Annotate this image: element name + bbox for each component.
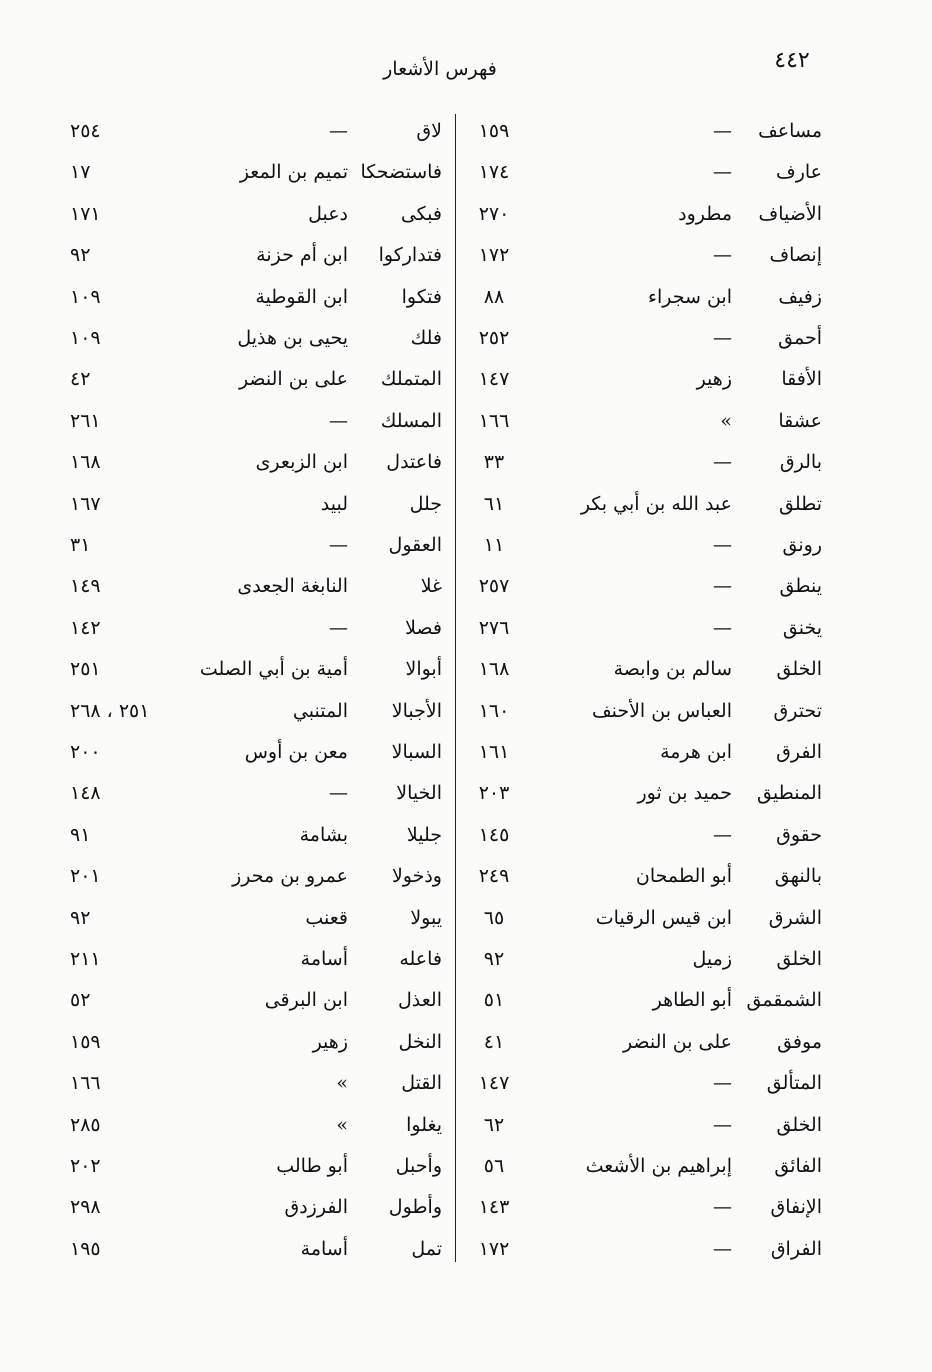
poet-name: — xyxy=(713,1196,732,1219)
index-row xyxy=(0,317,932,359)
index-row xyxy=(0,441,932,483)
page-ref: ١٧٤ xyxy=(478,161,510,184)
rhyme-word: عشقا xyxy=(778,409,822,432)
poet-name: إبراهيم بن الأشعث xyxy=(585,1155,732,1177)
page-ref: ١٠٩ xyxy=(70,327,101,349)
rhyme-word: إنصاف xyxy=(769,244,822,267)
rhyme-word: العقول xyxy=(388,534,442,556)
poet-name: بشامة xyxy=(299,823,348,846)
index-row xyxy=(0,1104,932,1146)
poet-name: مطرود xyxy=(678,202,732,225)
page-ref: ٢٥١ ، ٢٦٨ xyxy=(70,699,150,722)
poet-name: على بن النضر xyxy=(622,1030,732,1053)
rhyme-word: النخل xyxy=(398,1030,442,1053)
poet-name: — xyxy=(713,244,732,267)
poet-name: — xyxy=(713,575,732,598)
rhyme-word: فصلا xyxy=(405,616,442,639)
rhyme-word: حقوق xyxy=(776,823,822,846)
rhyme-word: أبوالا xyxy=(405,658,442,681)
page-ref: ٥١ xyxy=(483,989,505,1012)
rhyme-word: مساعف xyxy=(758,120,822,142)
poet-name: ابن الزبعرى xyxy=(255,451,348,474)
poet-name: زهير xyxy=(312,1030,348,1053)
page-ref: ٢٤٩ xyxy=(478,865,510,888)
rhyme-word: لاق xyxy=(416,120,442,142)
page-title: فهرس الأشعار xyxy=(383,58,497,80)
poet-name: سالم بن وابصة xyxy=(613,658,732,681)
page-ref: ٣١ xyxy=(70,534,91,556)
page-ref: ٩٢ xyxy=(70,906,91,929)
poet-name: ابن قيس الرقيات xyxy=(595,906,732,929)
rhyme-word: غلا xyxy=(420,575,442,598)
index-row xyxy=(0,565,932,607)
index-row xyxy=(0,979,932,1021)
poet-name: زهير xyxy=(696,368,732,391)
page-ref: ٥٢ xyxy=(70,989,91,1012)
rhyme-word: العذل xyxy=(397,989,442,1012)
page-ref: ١٥٩ xyxy=(478,120,510,142)
poet-name: تميم بن المعز xyxy=(239,161,348,184)
index-row xyxy=(0,483,932,525)
page-ref: ٢٦١ xyxy=(70,409,101,432)
page-ref: ١٤٧ xyxy=(478,1072,510,1095)
index-row xyxy=(0,1186,932,1228)
page-ref: ١٤٥ xyxy=(478,823,510,846)
poet-name: العباس بن الأحنف xyxy=(591,699,732,722)
rhyme-word: جليلا xyxy=(406,823,442,846)
index-row xyxy=(0,1021,932,1063)
poet-name: — xyxy=(713,451,732,474)
rhyme-word: يغلوا xyxy=(406,1113,442,1136)
index-row xyxy=(0,193,932,235)
rhyme-word: تطلق xyxy=(778,492,822,515)
rhyme-word: رونق xyxy=(782,534,822,556)
rhyme-word: زفيف xyxy=(778,285,822,308)
poet-name: — xyxy=(329,616,348,639)
rhyme-word: الفائق xyxy=(774,1155,822,1177)
rhyme-word: الخلق xyxy=(776,1113,822,1136)
page-ref: ٢٥٢ xyxy=(478,327,510,349)
index-row xyxy=(0,358,932,400)
poet-name: ابن البرقى xyxy=(264,989,348,1012)
rhyme-word: القتل xyxy=(401,1072,442,1095)
poet-name: أسامة xyxy=(300,948,348,970)
index-row xyxy=(0,234,932,276)
rhyme-word: الأضياف xyxy=(758,202,822,225)
page-ref: ٢٥٤ xyxy=(70,120,101,142)
index-row xyxy=(0,1062,932,1104)
page-ref: ١٦٨ xyxy=(478,658,510,681)
rhyme-word: بالرق xyxy=(779,451,822,474)
page-ref: ٢٧٠ xyxy=(478,202,510,225)
poet-name: أسامة xyxy=(300,1237,348,1260)
poet-name: أمية بن أبي الصلت xyxy=(199,658,348,681)
page-ref: ٩٢ xyxy=(70,244,91,267)
page-ref: ١٦٦ xyxy=(70,1072,101,1095)
rhyme-word: وأطول xyxy=(388,1196,442,1219)
poet-name: ابن القوطية xyxy=(255,285,348,308)
page-ref: ١٧ xyxy=(70,161,91,184)
page-ref: ١١ xyxy=(483,534,505,556)
poet-name: معن بن أوس xyxy=(244,741,348,763)
page-ref: ٨٨ xyxy=(483,285,505,308)
poet-name: دعبل xyxy=(308,202,348,225)
rhyme-word: الفرق xyxy=(776,741,822,763)
page-ref: ٤٢ xyxy=(70,368,91,391)
rhyme-word: ينطق xyxy=(779,575,822,598)
poet-name: النابغة الجعدى xyxy=(237,575,348,598)
rhyme-word: وأحبل xyxy=(395,1155,442,1177)
poet-name: — xyxy=(713,120,732,142)
rhyme-word: موفق xyxy=(777,1030,822,1053)
poet-name: لبيد xyxy=(320,492,348,515)
rhyme-word: المتملك xyxy=(380,368,442,391)
page-ref: ١٧٢ xyxy=(478,1237,510,1260)
rhyme-word: أحمق xyxy=(778,327,822,349)
index-row xyxy=(0,400,932,442)
rhyme-word: المنطيق xyxy=(757,782,822,805)
page-ref: ٢٩٨ xyxy=(70,1196,101,1219)
page-ref: ١٦٨ xyxy=(70,451,101,474)
index-row xyxy=(0,1145,932,1187)
poet-name: — xyxy=(713,1237,732,1260)
rhyme-word: السبالا xyxy=(391,741,442,763)
index-row xyxy=(0,938,932,980)
poet-name: » xyxy=(336,1113,348,1136)
poet-name: — xyxy=(329,120,348,142)
poet-name: على بن النضر xyxy=(238,368,348,391)
index-row xyxy=(0,897,932,939)
page-ref: ٢٠٣ xyxy=(478,782,510,805)
rhyme-word: الخيالا xyxy=(396,782,442,805)
poet-name: الفرزدق xyxy=(284,1196,348,1219)
poet-name: عمرو بن محرز xyxy=(232,865,348,888)
index-row xyxy=(0,648,932,690)
rhyme-word: الإنفاق xyxy=(770,1196,822,1219)
poet-name: ابن سجراء xyxy=(648,285,732,308)
page-ref: ٤١ xyxy=(483,1030,505,1053)
page-ref: ٢٥٧ xyxy=(478,575,510,598)
rhyme-word: وذخولا xyxy=(391,865,442,888)
page-ref: ١٤٢ xyxy=(70,616,101,639)
page-ref: ١٤٧ xyxy=(478,368,510,391)
page-ref: ٩١ xyxy=(70,823,91,846)
page-ref: ١٦٦ xyxy=(478,409,510,432)
rhyme-word: فاعتدل xyxy=(386,451,442,474)
index-row xyxy=(0,276,932,318)
page-ref: ٦١ xyxy=(483,492,505,515)
rhyme-word: فتداركوا xyxy=(378,244,442,267)
rhyme-word: المتألق xyxy=(766,1072,822,1095)
index-row xyxy=(0,524,932,566)
rhyme-word: الفراق xyxy=(770,1237,822,1260)
poet-name: أبو الطاهر xyxy=(652,989,732,1012)
rhyme-word: الأفقا xyxy=(781,368,822,391)
poet-name: — xyxy=(713,823,732,846)
page-ref: ٢٧٦ xyxy=(478,616,510,639)
rhyme-word: المسلك xyxy=(380,409,442,432)
poet-name: » xyxy=(720,409,732,432)
page-ref: ١٤٩ xyxy=(70,575,101,598)
poet-name: زميل xyxy=(692,948,732,970)
poet-name: ابن أم حزنة xyxy=(256,244,348,267)
poet-name: — xyxy=(713,1072,732,1095)
index-row xyxy=(0,772,932,814)
poet-name: أبو طالب xyxy=(276,1155,348,1177)
poet-name: — xyxy=(329,782,348,805)
poet-name: — xyxy=(713,616,732,639)
poet-name: — xyxy=(713,327,732,349)
page-ref: ١٧١ xyxy=(70,202,101,225)
rhyme-word: فاستضحكا xyxy=(360,161,442,184)
page-ref: ٥٦ xyxy=(483,1155,505,1177)
page-ref: ١٩٥ xyxy=(70,1237,101,1260)
page-ref: ١٠٩ xyxy=(70,285,101,308)
index-row xyxy=(0,607,932,649)
index-row xyxy=(0,814,932,856)
rhyme-word: يبولا xyxy=(410,906,442,929)
page-ref: ٩٢ xyxy=(483,948,505,970)
rhyme-word: الخلق xyxy=(776,658,822,681)
index-row xyxy=(0,855,932,897)
poet-name: ابن هرمة xyxy=(660,741,732,763)
poet-name: عبد الله بن أبي بكر xyxy=(580,492,732,515)
rhyme-word: تحترق xyxy=(773,699,822,722)
rhyme-word: فاعله xyxy=(399,948,442,970)
index-row xyxy=(0,151,932,193)
rhyme-word: عارف xyxy=(776,161,822,184)
page-ref: ١٤٨ xyxy=(70,782,101,805)
poet-name: قعنب xyxy=(305,906,348,929)
rhyme-word: تمل xyxy=(411,1237,442,1260)
page-ref: ١٦١ xyxy=(478,741,510,763)
page-ref: ٢٠٠ xyxy=(70,741,101,763)
poet-name: — xyxy=(713,161,732,184)
poet-name: — xyxy=(713,534,732,556)
page-ref: ٦٢ xyxy=(483,1113,505,1136)
poet-name: يحيى بن هذيل xyxy=(237,327,348,349)
page-ref: ٦٥ xyxy=(483,906,505,929)
rhyme-word: فبكى xyxy=(400,202,442,225)
rhyme-word: الشرق xyxy=(768,906,822,929)
page-ref: ٣٣ xyxy=(483,451,505,474)
page-ref: ١٦٧ xyxy=(70,492,101,515)
rhyme-word: يخنق xyxy=(782,616,822,639)
page-ref: ١٥٩ xyxy=(70,1030,101,1053)
index-row xyxy=(0,110,932,152)
poet-name: — xyxy=(713,1113,732,1136)
poet-name: المتنبي xyxy=(292,699,348,722)
page-ref: ٢١١ xyxy=(70,948,101,970)
poet-name: حميد بن ثور xyxy=(637,782,732,805)
page-ref: ١٧٢ xyxy=(478,244,510,267)
rhyme-word: الشمقمق xyxy=(746,989,822,1012)
poet-name: » xyxy=(336,1072,348,1095)
rhyme-word: جلل xyxy=(409,492,442,515)
page-number: ٤٤٢ xyxy=(774,48,810,73)
poet-name: أبو الطمحان xyxy=(635,865,732,888)
poet-name: — xyxy=(329,409,348,432)
rhyme-word: فتكوا xyxy=(401,285,442,308)
rhyme-word: بالنهق xyxy=(774,865,822,888)
rhyme-word: فلك xyxy=(410,327,442,349)
poet-name: — xyxy=(329,534,348,556)
index-row xyxy=(0,731,932,773)
rhyme-word: الخلق xyxy=(776,948,822,970)
page-ref: ٢٨٥ xyxy=(70,1113,101,1136)
page-ref: ٢٠١ xyxy=(70,865,101,888)
rhyme-word: الأجبالا xyxy=(391,699,442,722)
index-row xyxy=(0,690,932,732)
page-ref: ٢٥١ xyxy=(70,658,101,681)
page-ref: ٢٠٢ xyxy=(70,1155,101,1177)
page-ref: ١٦٠ xyxy=(478,699,510,722)
page-ref: ١٤٣ xyxy=(478,1196,510,1219)
index-row xyxy=(0,1228,932,1270)
